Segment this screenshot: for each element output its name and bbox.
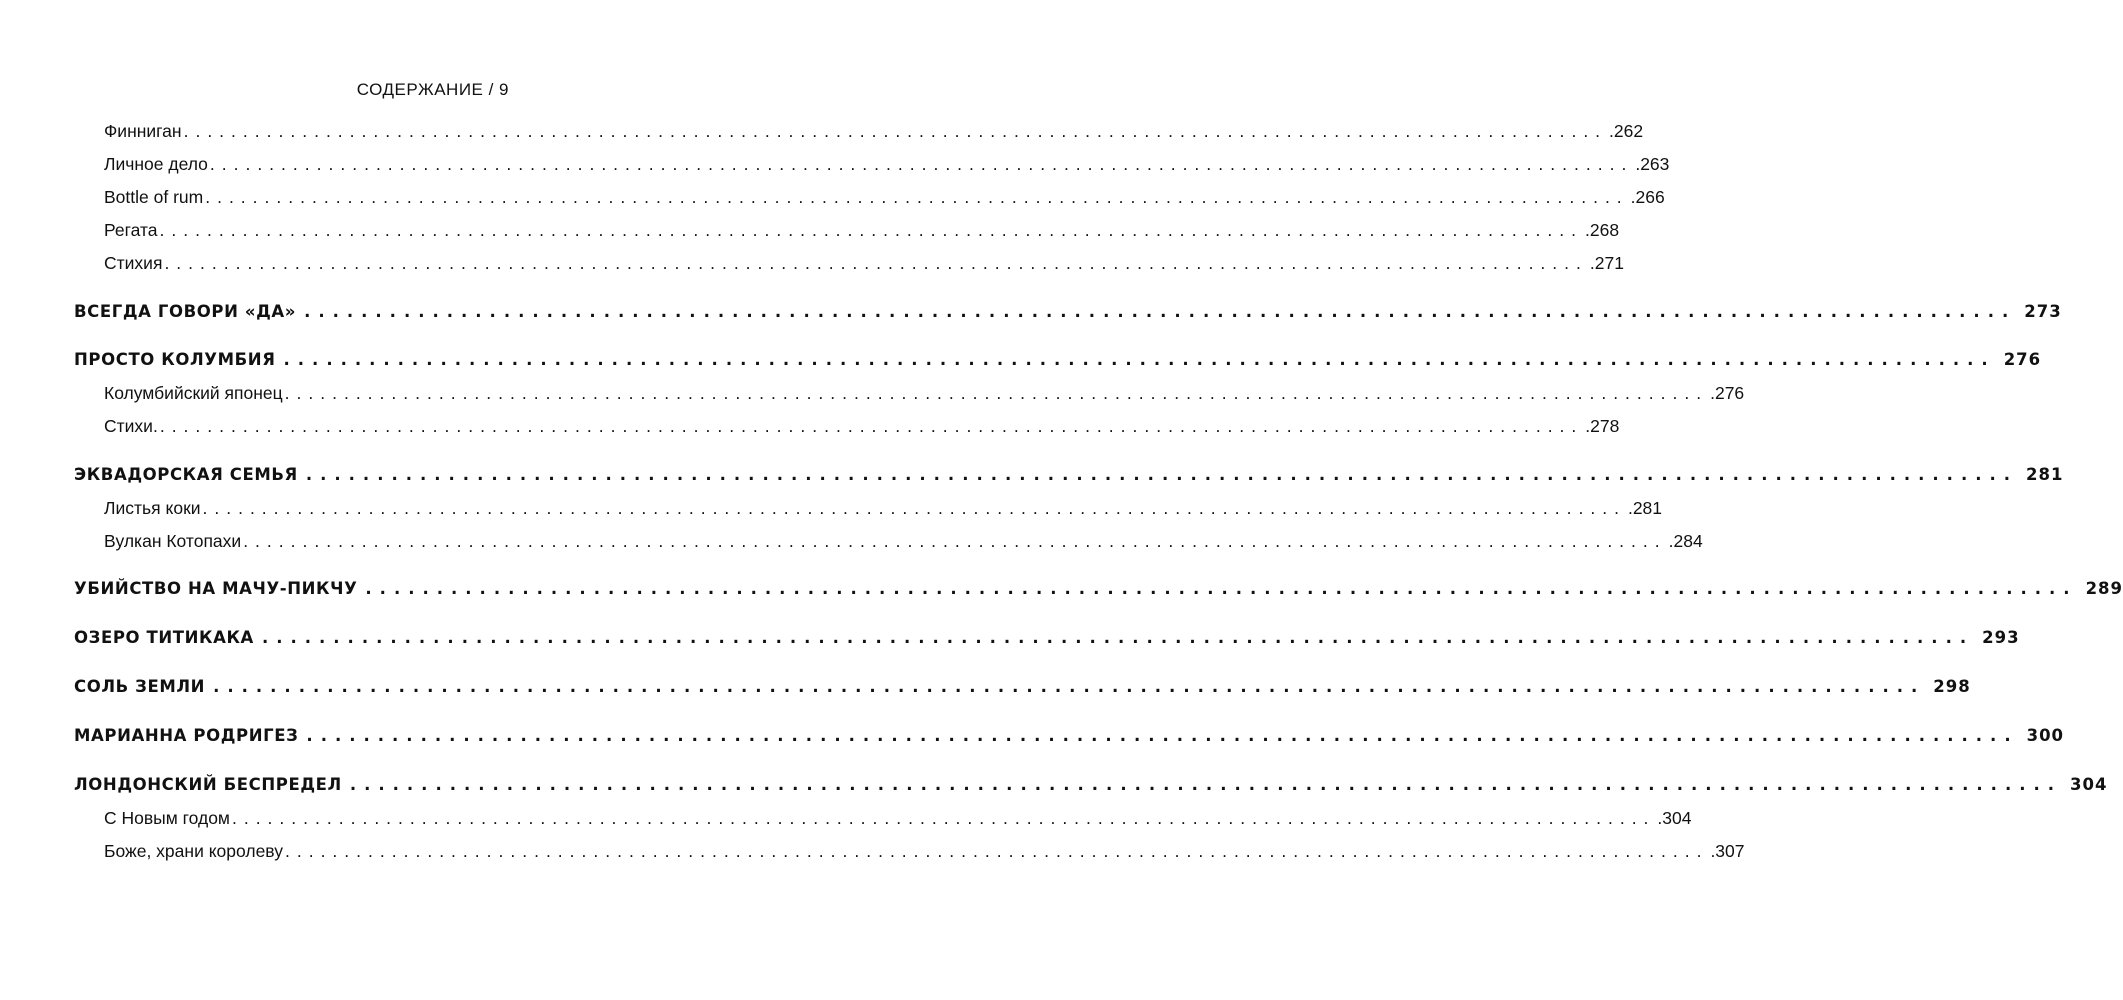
dot-leader: ........................................................................................................................ bbox=[283, 350, 1996, 369]
toc-entry-title: Колумбийский японец bbox=[104, 383, 283, 403]
dot-leader: ........................................................................................................................ bbox=[365, 579, 2078, 598]
toc-entry-title: Стихия bbox=[104, 253, 163, 273]
toc-entry-page: .281 bbox=[1627, 498, 1663, 518]
dot-leader: ........................................................................................................................ bbox=[159, 416, 1584, 436]
toc-entry-page: .278 bbox=[1585, 416, 1620, 436]
toc-chapter-page: 289 bbox=[2085, 579, 2123, 598]
toc-entry-title: Личное дело bbox=[104, 154, 208, 174]
toc-entry-title: Листья коки bbox=[104, 498, 201, 518]
toc-entry-page: .266 bbox=[1630, 187, 1665, 207]
dot-leader: ........................................................................................................................ bbox=[209, 154, 1634, 174]
toc-chapter bbox=[74, 774, 2108, 796]
toc-entry-page: .284 bbox=[1668, 531, 1703, 551]
toc-chapter-page: 281 bbox=[2026, 465, 2064, 484]
toc-entry bbox=[104, 120, 1644, 142]
toc-entry bbox=[104, 530, 1703, 552]
dot-leader: ........................................................................................................................ bbox=[164, 253, 1588, 273]
toc-chapter-page: 273 bbox=[2024, 302, 2062, 321]
toc-entry-title: Вулкан Котопахи bbox=[104, 531, 242, 551]
toc-entry-page: .307 bbox=[1710, 841, 1745, 861]
toc-entry-page: .276 bbox=[1710, 383, 1745, 403]
toc-entry-title: Стихи. bbox=[104, 416, 158, 436]
toc-chapter bbox=[74, 301, 2062, 323]
dot-leader: ........................................................................................................................ bbox=[349, 775, 2063, 794]
toc-chapter-title: ЭКВАДОРСКАЯ СЕМЬЯ bbox=[74, 465, 298, 484]
toc-chapter-page: 304 bbox=[2070, 775, 2108, 794]
toc-entry-title: Боже, храни королеву bbox=[104, 841, 283, 861]
toc-entry-page: .304 bbox=[1657, 808, 1692, 828]
dot-leader: ........................................................................................................................ bbox=[213, 677, 1926, 696]
toc-entry bbox=[104, 186, 1665, 208]
dot-leader: ........................................................................................................................ bbox=[284, 841, 1709, 861]
toc-entry-page: .263 bbox=[1635, 154, 1670, 174]
dot-leader: ........................................................................................................................ bbox=[205, 187, 1629, 207]
toc-entry bbox=[104, 497, 1663, 519]
dot-leader: ........................................................................................................................ bbox=[306, 726, 2019, 745]
toc-entry-title: С Новым годом bbox=[104, 808, 230, 828]
toc-chapter-title: ЛОНДОНСКИЙ БЕСПРЕДЕЛ bbox=[74, 775, 342, 794]
toc-entry-title: Bottle of rum bbox=[104, 187, 204, 207]
toc-entry-title: Регата bbox=[104, 220, 158, 240]
dot-leader: ........................................................................................................................ bbox=[183, 121, 1608, 141]
dot-leader: ........................................................................................................................ bbox=[284, 383, 1709, 403]
dot-leader: ........................................................................................................................ bbox=[231, 808, 1656, 828]
dot-leader: ........................................................................................................................ bbox=[304, 302, 2017, 321]
toc-chapter-page: 276 bbox=[2003, 350, 2042, 369]
toc-entry bbox=[104, 382, 1745, 404]
toc-chapter-title: СОЛЬ ЗЕМЛИ bbox=[74, 677, 206, 696]
toc-entry-page: .271 bbox=[1589, 253, 1624, 273]
toc-chapter-title: МАРИАННА РОДРИГЕЗ bbox=[74, 726, 299, 745]
toc-chapter-page: 293 bbox=[1982, 628, 2020, 647]
toc-entry bbox=[104, 153, 1670, 175]
toc-entry bbox=[104, 807, 1692, 829]
dot-leader: ........................................................................................................................ bbox=[261, 628, 1975, 647]
toc-chapter-title: ПРОСТО КОЛУМБИЯ bbox=[74, 350, 276, 369]
toc-chapter-page: 298 bbox=[1933, 677, 1971, 696]
dot-leader: ........................................................................................................................ bbox=[243, 531, 1667, 551]
dot-leader: ........................................................................................................................ bbox=[202, 498, 1626, 518]
toc-entry bbox=[104, 840, 1745, 862]
toc-chapter bbox=[74, 627, 2020, 649]
toc-chapter bbox=[74, 349, 2042, 371]
toc-chapter-title: ОЗЕРО ТИТИКАКА bbox=[74, 628, 254, 647]
toc-entry-title: Финниган bbox=[104, 121, 182, 141]
toc-chapter bbox=[74, 464, 2064, 486]
running-header: СОДЕРЖАНИЕ / 9 bbox=[356, 80, 509, 99]
toc-chapter bbox=[74, 578, 2123, 600]
toc-entry-page: .268 bbox=[1585, 220, 1620, 240]
toc-chapter bbox=[74, 676, 1971, 698]
toc-chapter-page: 300 bbox=[2026, 726, 2065, 745]
toc-entry bbox=[104, 252, 1624, 274]
dot-leader: ........................................................................................................................ bbox=[159, 220, 1583, 240]
toc-chapter-title: ВСЕГДА ГОВОРИ «ДА» bbox=[74, 302, 297, 321]
dot-leader: ........................................................................................................................ bbox=[305, 465, 2019, 484]
toc-chapter bbox=[74, 725, 2065, 747]
toc-entry bbox=[104, 219, 1620, 241]
toc-entry-page: .262 bbox=[1609, 121, 1644, 141]
toc-entry bbox=[104, 415, 1620, 437]
toc-chapter-title: УБИЙСТВО НА МАЧУ-ПИКЧУ bbox=[74, 579, 358, 598]
